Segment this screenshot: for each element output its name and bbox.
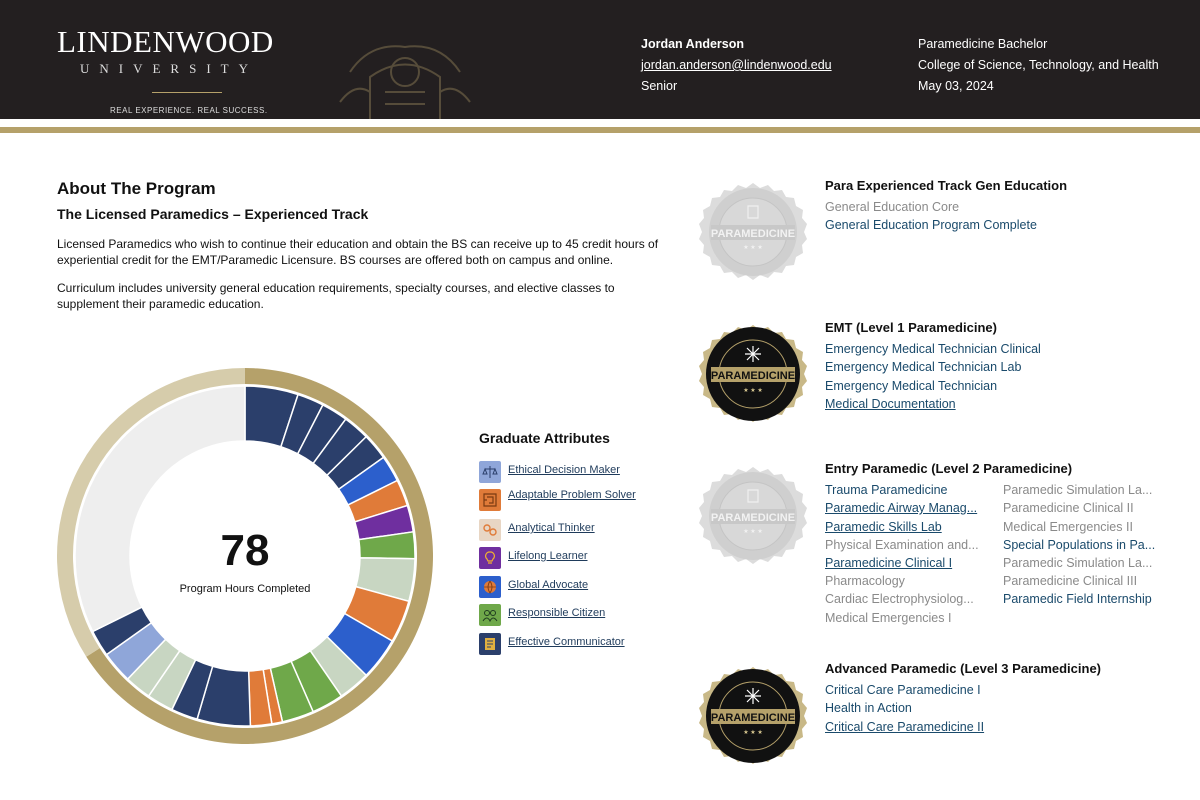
course-item[interactable]: Paramedic Simulation La... bbox=[1003, 556, 1153, 570]
course-item[interactable]: Special Populations in Pa... bbox=[1003, 538, 1156, 552]
course-item[interactable]: General Education Core bbox=[825, 200, 960, 214]
course-item[interactable]: General Education Program Complete bbox=[825, 218, 1037, 232]
course-item[interactable]: Emergency Medical Technician Clinical bbox=[825, 342, 1041, 356]
course-item[interactable]: Medical Emergencies II bbox=[1003, 520, 1133, 534]
course-item[interactable]: Emergency Medical Technician bbox=[825, 379, 998, 393]
course-item[interactable]: Trauma Paramedicine bbox=[825, 483, 948, 497]
attribute-label[interactable]: Analytical Thinker bbox=[508, 522, 595, 534]
course-item[interactable]: Paramedicine Clinical II bbox=[1003, 501, 1134, 515]
track-title-gen-education: Para Experienced Track Gen Education bbox=[825, 178, 1068, 193]
track-title-emt: EMT (Level 1 Paramedicine) bbox=[825, 320, 997, 335]
student-name: Jordan Anderson bbox=[641, 37, 745, 51]
attribute-label[interactable]: Responsible Citizen bbox=[508, 607, 606, 619]
course-item[interactable]: Paramedic Field Internship bbox=[1003, 592, 1152, 606]
maze-icon bbox=[479, 489, 501, 511]
graduate-attributes-title: Graduate Attributes bbox=[479, 430, 610, 446]
about-paragraph-1: Licensed Paramedics who wish to continue their education and obtain the BS can receive up to 45 credit hours of experiential credit for the EMT/Paramedic Licensure. BS courses are offered both on campus and online. bbox=[57, 237, 659, 267]
student-class: Senior bbox=[641, 79, 678, 93]
track-title-advanced-paramedic: Advanced Paramedic (Level 3 Paramedicine) bbox=[825, 661, 1102, 676]
advanced-paramedic-badge bbox=[697, 660, 809, 772]
attribute-analytical-thinker[interactable] bbox=[479, 519, 649, 543]
course-item[interactable]: Paramedic Skills Lab bbox=[825, 520, 942, 534]
university-logo: LINDENWOOD bbox=[57, 24, 274, 59]
globe-icon bbox=[479, 576, 501, 598]
attribute-label[interactable]: Global Advocate bbox=[508, 579, 589, 591]
course-item[interactable]: Paramedic Airway Manag... bbox=[825, 501, 978, 515]
college-name: College of Science, Technology, and Health bbox=[918, 58, 1159, 72]
gold-divider bbox=[0, 127, 1200, 133]
hours-completed-value: 78 bbox=[220, 526, 270, 575]
about-paragraph-2: Curriculum includes university general education requirements, specialty courses, and elective classes to supplement their paramedic education. bbox=[57, 281, 615, 311]
program-name: Paramedicine Bachelor bbox=[918, 37, 1048, 51]
course-item[interactable]: Health in Action bbox=[825, 701, 912, 715]
course-item[interactable]: Medical Documentation bbox=[825, 397, 956, 411]
attribute-label[interactable]: Adaptable Problem Solver bbox=[508, 489, 636, 501]
lightbulb-icon bbox=[479, 547, 501, 569]
attribute-responsible-citizen[interactable] bbox=[479, 604, 649, 628]
university-sub: UNIVERSITY bbox=[80, 61, 258, 76]
header-bar bbox=[0, 0, 1200, 119]
attribute-effective-communicator[interactable] bbox=[479, 633, 649, 657]
gen-education-badge bbox=[697, 176, 809, 288]
crest-watermark bbox=[330, 32, 480, 119]
people-icon bbox=[479, 604, 501, 626]
scales-icon bbox=[479, 461, 501, 483]
student-email-link[interactable]: jordan.anderson@lindenwood.edu bbox=[641, 58, 832, 72]
attribute-label[interactable]: Effective Communicator bbox=[508, 636, 625, 648]
entry-paramedic-badge bbox=[697, 460, 809, 572]
attribute-label[interactable]: Ethical Decision Maker bbox=[508, 464, 620, 476]
course-item[interactable]: Cardiac Electrophysiolog... bbox=[825, 592, 974, 606]
header-spacer bbox=[0, 119, 1200, 126]
gears-icon bbox=[479, 519, 501, 541]
about-title: About The Program bbox=[57, 179, 216, 198]
course-item[interactable]: Medical Emergencies I bbox=[825, 611, 952, 625]
emt-badge bbox=[697, 318, 809, 430]
course-item[interactable]: Physical Examination and... bbox=[825, 538, 979, 552]
attribute-adaptable-problem-solver[interactable] bbox=[479, 489, 649, 513]
university-tagline: REAL EXPERIENCE. REAL SUCCESS. bbox=[110, 106, 268, 115]
course-item[interactable]: Emergency Medical Technician Lab bbox=[825, 360, 1022, 374]
course-item[interactable]: Critical Care Paramedicine II bbox=[825, 720, 985, 734]
about-subtitle: The Licensed Paramedics – Experienced Track bbox=[57, 206, 369, 222]
document-icon bbox=[479, 633, 501, 655]
course-item[interactable]: Pharmacology bbox=[825, 574, 905, 588]
attribute-label[interactable]: Lifelong Learner bbox=[508, 550, 588, 562]
attribute-ethical-decision-maker[interactable] bbox=[479, 461, 649, 485]
course-item[interactable]: Paramedicine Clinical III bbox=[1003, 574, 1138, 588]
course-item[interactable]: Paramedicine Clinical I bbox=[825, 556, 953, 570]
course-item[interactable]: Paramedic Simulation La... bbox=[1003, 483, 1153, 497]
hours-completed-label: Program Hours Completed bbox=[179, 583, 311, 595]
attribute-lifelong-learner[interactable] bbox=[479, 547, 649, 571]
attribute-global-advocate[interactable] bbox=[479, 576, 649, 600]
course-item[interactable]: Critical Care Paramedicine I bbox=[825, 683, 981, 697]
report-date: May 03, 2024 bbox=[918, 79, 994, 93]
logo-divider bbox=[152, 92, 222, 93]
track-title-entry-paramedic: Entry Paramedic (Level 2 Paramedicine) bbox=[825, 461, 1073, 476]
